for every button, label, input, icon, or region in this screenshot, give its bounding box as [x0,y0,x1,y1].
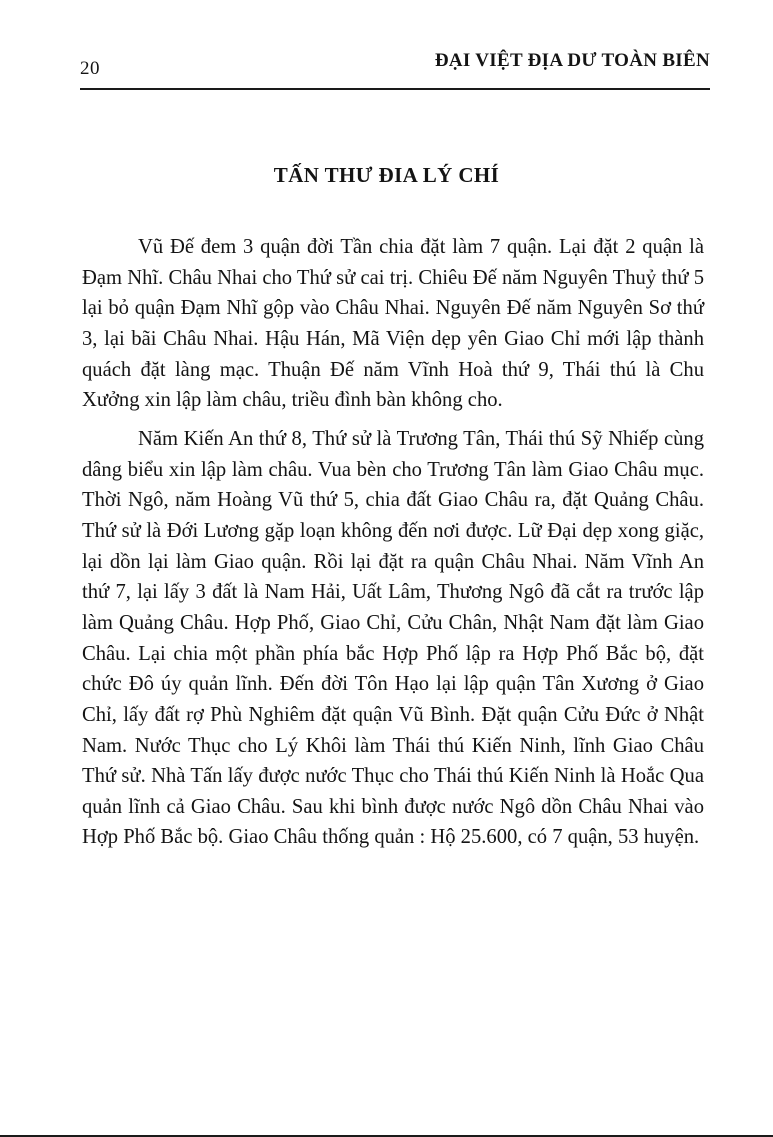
running-title: ĐẠI VIỆT ĐỊA DƯ TOÀN BIÊN [434,50,710,71]
chapter-title: TẤN THƯ ĐIA LÝ CHÍ [273,163,500,187]
paragraph: Vũ Đế đem 3 quận đời Tần chia đặt làm 7 quận. Lại đặt 2 quận là Đạm Nhĩ. Châu Nhai cho Thứ sử cai trị. Chiêu Đế năm Nguyên Thuỷ thứ 5 lại bỏ quận Đạm Nhĩ gộp vào Châu Nhai. Nguyên Đế năm Nguyên Sơ thứ 3, lại bãi Châu Nhai. Hậu Hán, Mã Viện dẹp yên Giao Chỉ mới lập thành quách đặt làng mạc. Thuận Đế năm Vĩnh Hoà thứ 9, Thái thú là Chu Xưởng xin lập làm châu, triều đình bàn không cho. [82,236,704,412]
page-header [80,48,710,90]
paragraph: Năm Kiến An thứ 8, Thứ sử là Trương Tân, Thái thú Sỹ Nhiếp cùng dâng biểu xin lập làm châu. Vua bèn cho Trương Tân làm Giao Châu mục. Thời Ngô, năm Hoàng Vũ thứ 5, chia đất Giao Châu ra, đặt Quảng Châu. Thứ sử là Đới Lương gặp loạn không đến nơi được. Lữ Đại dẹp xong giặc, lại dồn lại làm Giao quận. Rồi lại đặt ra quận Châu Nhai. Năm Vĩnh An thứ 7, lại lấy 3 đất là Nam Hải, Uất Lâm, Thương Ngô đã cắt ra trước lập làm Quảng Châu. Hợp Phố, Giao Chỉ, Cửu Chân, Nhật Nam đặt làm Giao Châu. Lại chia một phần phía bắc Hợp Phố lập ra Hợp Phố Bắc bộ, đặt chức Đô úy quản lĩnh. Đến đời Tôn Hạo lại lập quận Tân Xương ở Giao Chỉ, lấy đất rợ Phù Nghiêm đặt quận Vũ Bình. Đặt quận Cửu Đức ở Nhật Nam. Nước Thục cho Lý Khôi làm Thái thú Kiến Ninh, lĩnh Giao Châu Thứ sử. Nhà Tấn lấy được nước Thục cho Thái thú Kiến Ninh là Hoắc Qua quản lĩnh cả Giao Châu. Sau khi bình được nước Ngô dồn Châu Nhai vào Hợp Phố Bắc bộ. Giao Châu thống quản : Hộ 25.600, có 7 quận, 53 huyện. [82,427,704,849]
body-text [82,232,704,853]
page-number: 20 [80,58,100,79]
